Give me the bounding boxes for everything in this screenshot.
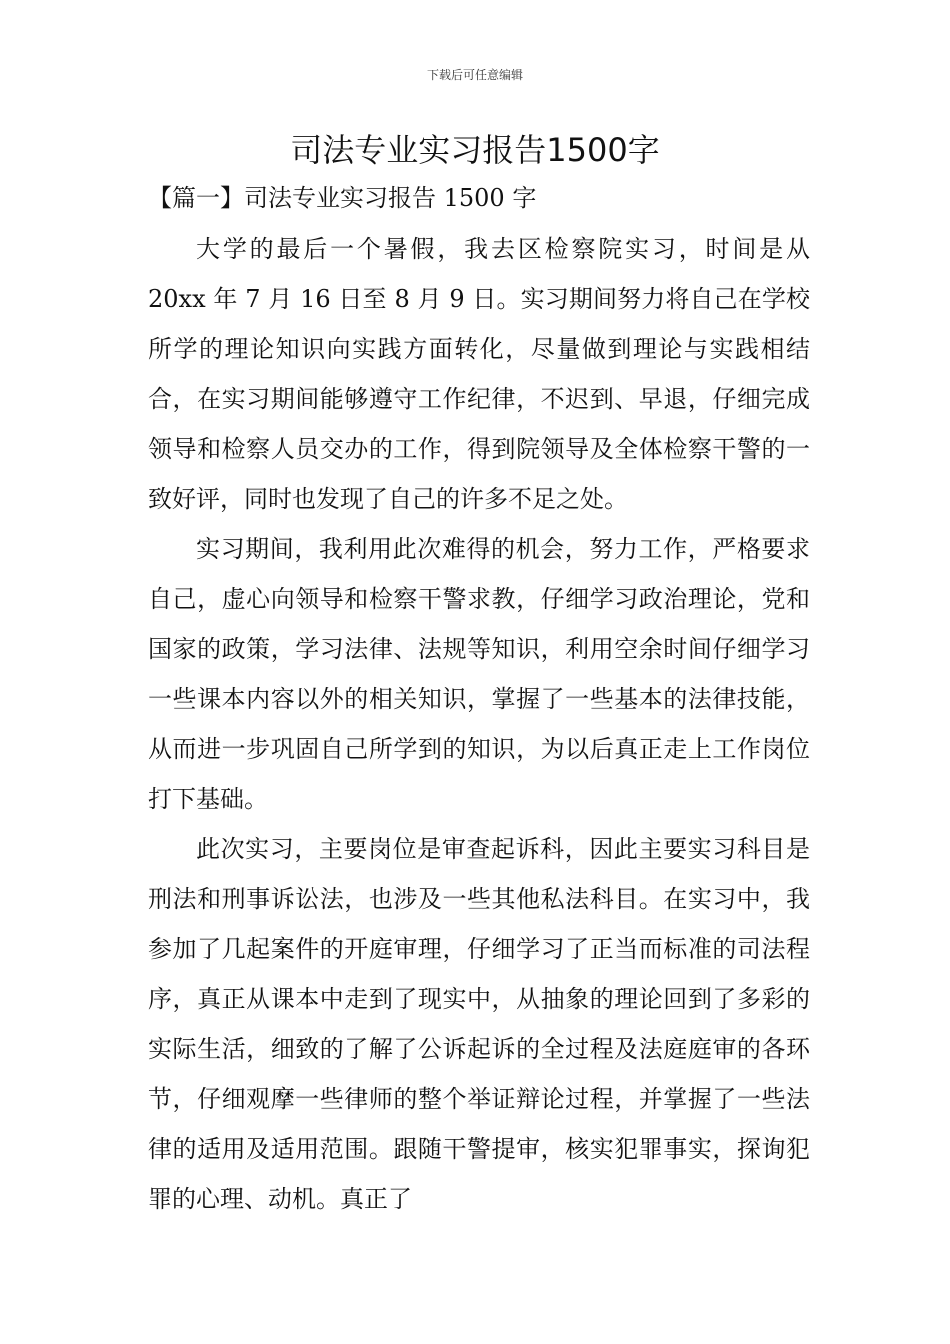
header-note: 下载后可任意编辑 bbox=[426, 68, 523, 82]
document-title: 司法专业实习报告1500字 bbox=[290, 131, 660, 169]
paragraph: 此次实习，主要岗位是审查起诉科，因此主要实习科目是刑法和刑事诉讼法，也涉及一些其他私法科目。在实习中，我参加了几起案件的开庭审理，仔细学习了正当而标准的司法程序，真正从课本中走到了现实中，从抽象的理论回到了多彩的实际生活，细致的了解了公诉起诉的全过程及法庭庭审的各环节，仔细观摩一些律师的整个举证辩论过程，并掌握了一些法律的适用及适用范围。跟随干警提审，核实犯罪事实，探询犯罪的心理、动机。真正了 bbox=[148, 835, 810, 1213]
document-body bbox=[148, 224, 810, 1224]
paragraph: 实习期间，我利用此次难得的机会，努力工作，严格要求自己，虚心向领导和检察干警求教，仔细学习政治理论，党和国家的政策，学习法律、法规等知识，利用空余时间仔细学习一些课本内容以外的相关知识，掌握了一些基本的法律技能，从而进一步巩固自己所学到的知识，为以后真正走上工作岗位打下基础。 bbox=[148, 535, 810, 813]
section-heading: 【篇一】司法专业实习报告 1500 字 bbox=[148, 184, 537, 212]
paragraph: 大学的最后一个暑假，我去区检察院实习，时间是从 20xx 年 7 月 16 日至 8 月 9 日。实习期间努力将自己在学校所学的理论知识向实践方面转化，尽量做到理论与实践相结合，在实习期间能够遵守工作纪律，不迟到、早退，仔细完成领导和检察人员交办的工作，得到院领导及全体检察干警的一致好评，同时也发现了自己的许多不足之处。 bbox=[148, 235, 810, 513]
